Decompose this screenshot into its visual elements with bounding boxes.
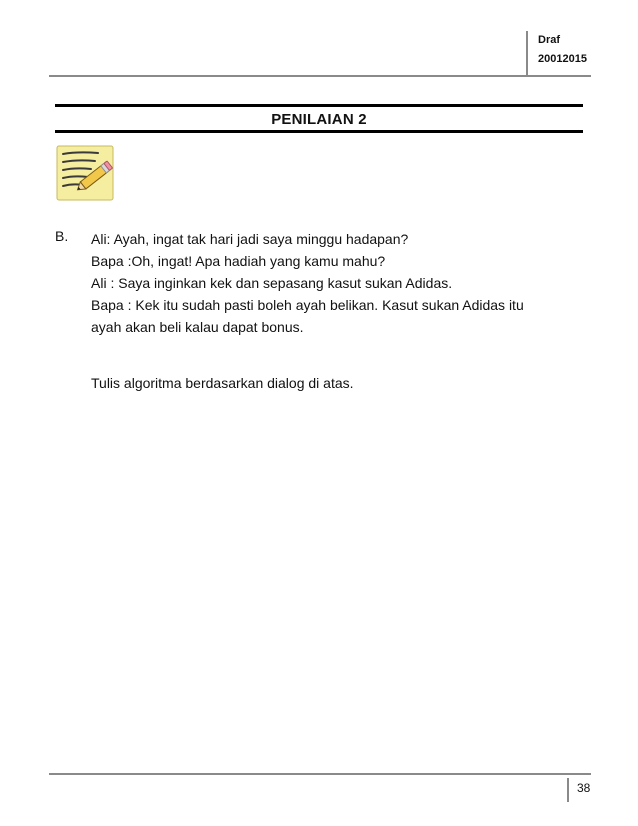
title-bottom-rule: [55, 130, 583, 133]
footer-rule: [49, 773, 591, 775]
dialog-line: Ali : Saya inginkan kek dan sepasang kasut sukan Adidas.: [91, 275, 453, 291]
instruction-text: Tulis algoritma berdasarkan dialog di atas.: [91, 375, 354, 391]
dialog-block: [91, 228, 591, 338]
dialog-line: Bapa : Kek itu sudah pasti boleh ayah belikan. Kasut sukan Adidas itu: [91, 297, 524, 313]
dialog-line: Bapa :Oh, ingat! Apa hadiah yang kamu mahu?: [91, 253, 386, 269]
notepad-pencil-icon: [56, 143, 118, 201]
draft-code: 20012015: [538, 53, 587, 65]
question-label: B.: [55, 228, 69, 244]
draft-label: Draf: [538, 34, 561, 46]
header-rule: [49, 75, 591, 77]
draft-header: [526, 31, 606, 75]
dialog-line: Ali: Ayah, ingat tak hari jadi saya minggu hadapan?: [91, 231, 409, 247]
dialog-line: ayah akan beli kalau dapat bonus.: [91, 319, 304, 335]
page-number: 38: [577, 781, 591, 795]
page-title: PENILAIAN 2: [271, 111, 367, 128]
title-top-rule: [55, 104, 583, 107]
page-number-block: [567, 778, 597, 802]
